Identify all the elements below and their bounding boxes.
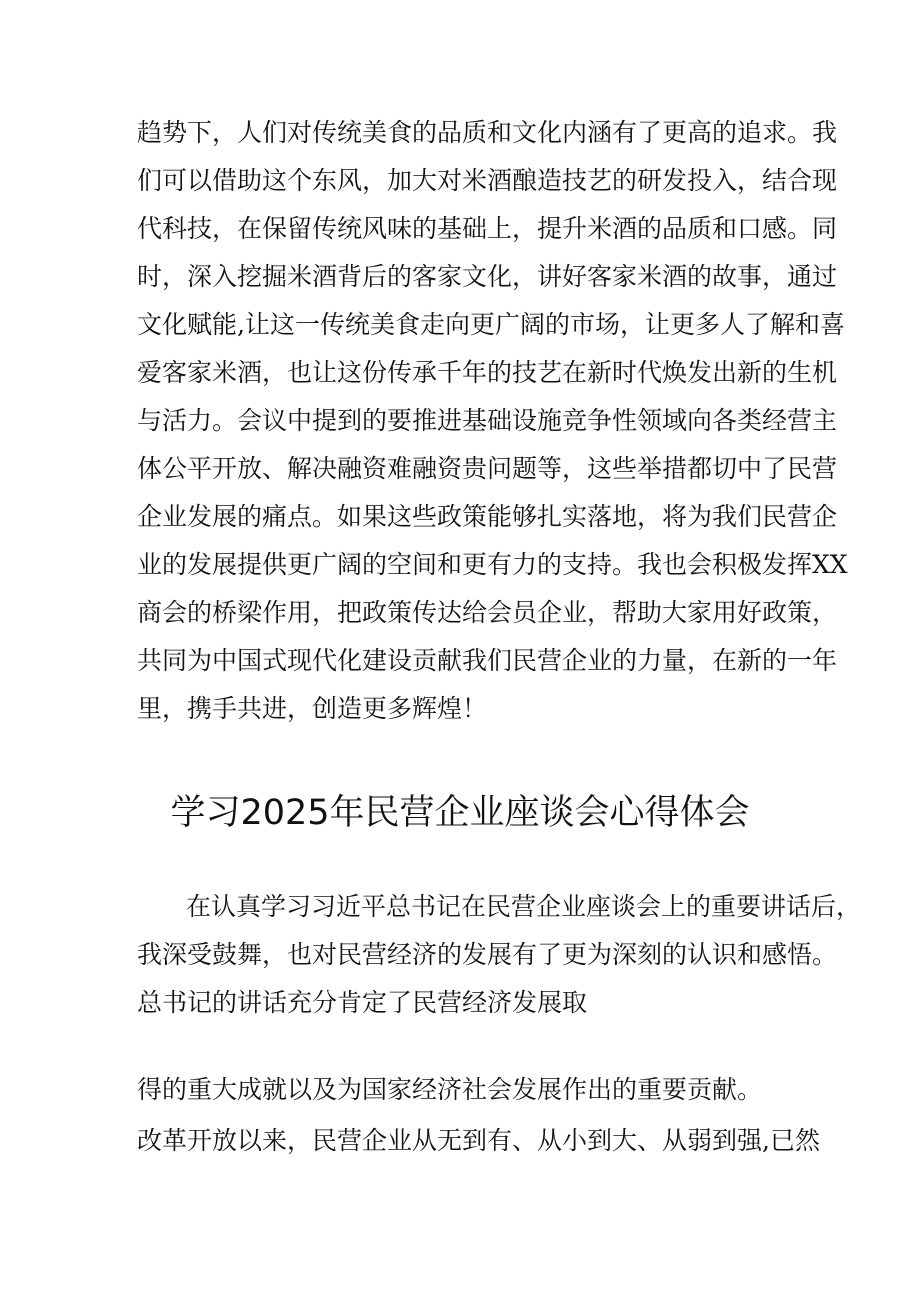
text-line: 趋势下，人们对传统美食的品质和文化内涵有了更高的追求。我 bbox=[137, 118, 838, 147]
text-line: 商会的桥梁作用，把政策传达给会员企业，帮助大家用好政策， bbox=[137, 598, 838, 627]
text-line: 改革开放以来，民营企业从无到有、从小到大、从弱到强,已然 bbox=[137, 1126, 820, 1155]
text-line: 体公平开放、解决融资难融资贵问题等，这些举措都切中了民营 bbox=[137, 454, 838, 483]
text-line: 企业发展的痛点。如果这些政策能够扎实落地，将为我们民营企 bbox=[137, 502, 838, 531]
section-title: 学习2025年民营企业座谈会心得体会 bbox=[170, 793, 750, 833]
text-line: 爱客家米酒，也让这份传承千年的技艺在新时代焕发出新的生机 bbox=[137, 358, 838, 387]
text-line: 里，携手共进，创造更多辉煌！ bbox=[137, 694, 488, 723]
text-line: 我深受鼓舞，也对民营经济的发展有了更为深刻的认识和感悟。 bbox=[137, 940, 838, 969]
text-line: 在认真学习习近平总书记在民营企业座谈会上的重要讲话后， bbox=[186, 892, 862, 921]
text-line: 总书记的讲话充分肯定了民营经济发展取 bbox=[137, 988, 588, 1017]
text-line: 们可以借助这个东风，加大对米酒酿造技艺的研发投入，结合现 bbox=[137, 166, 838, 195]
text-line: 代科技，在保留传统风味的基础上，提升米酒的品质和口感。同 bbox=[137, 214, 838, 243]
text-line: 共同为中国式现代化建设贡献我们民营企业的力量，在新的一年 bbox=[137, 646, 838, 675]
text-line: 时，深入挖掘米酒背后的客家文化，讲好客家米酒的故事，通过 bbox=[137, 262, 838, 291]
text-line: 文化赋能,让这一传统美食走向更广阔的市场，让更多人了解和喜 bbox=[137, 310, 845, 339]
text-line: 业的发展提供更广阔的空间和更有力的支持。我也会积极发挥XX bbox=[137, 550, 848, 579]
text-line: 得的重大成就以及为国家经济社会发展作出的重要贡献。 bbox=[137, 1075, 763, 1104]
text-line: 与活力。会议中提到的要推进基础设施竞争性领域向各类经营主 bbox=[137, 406, 838, 435]
